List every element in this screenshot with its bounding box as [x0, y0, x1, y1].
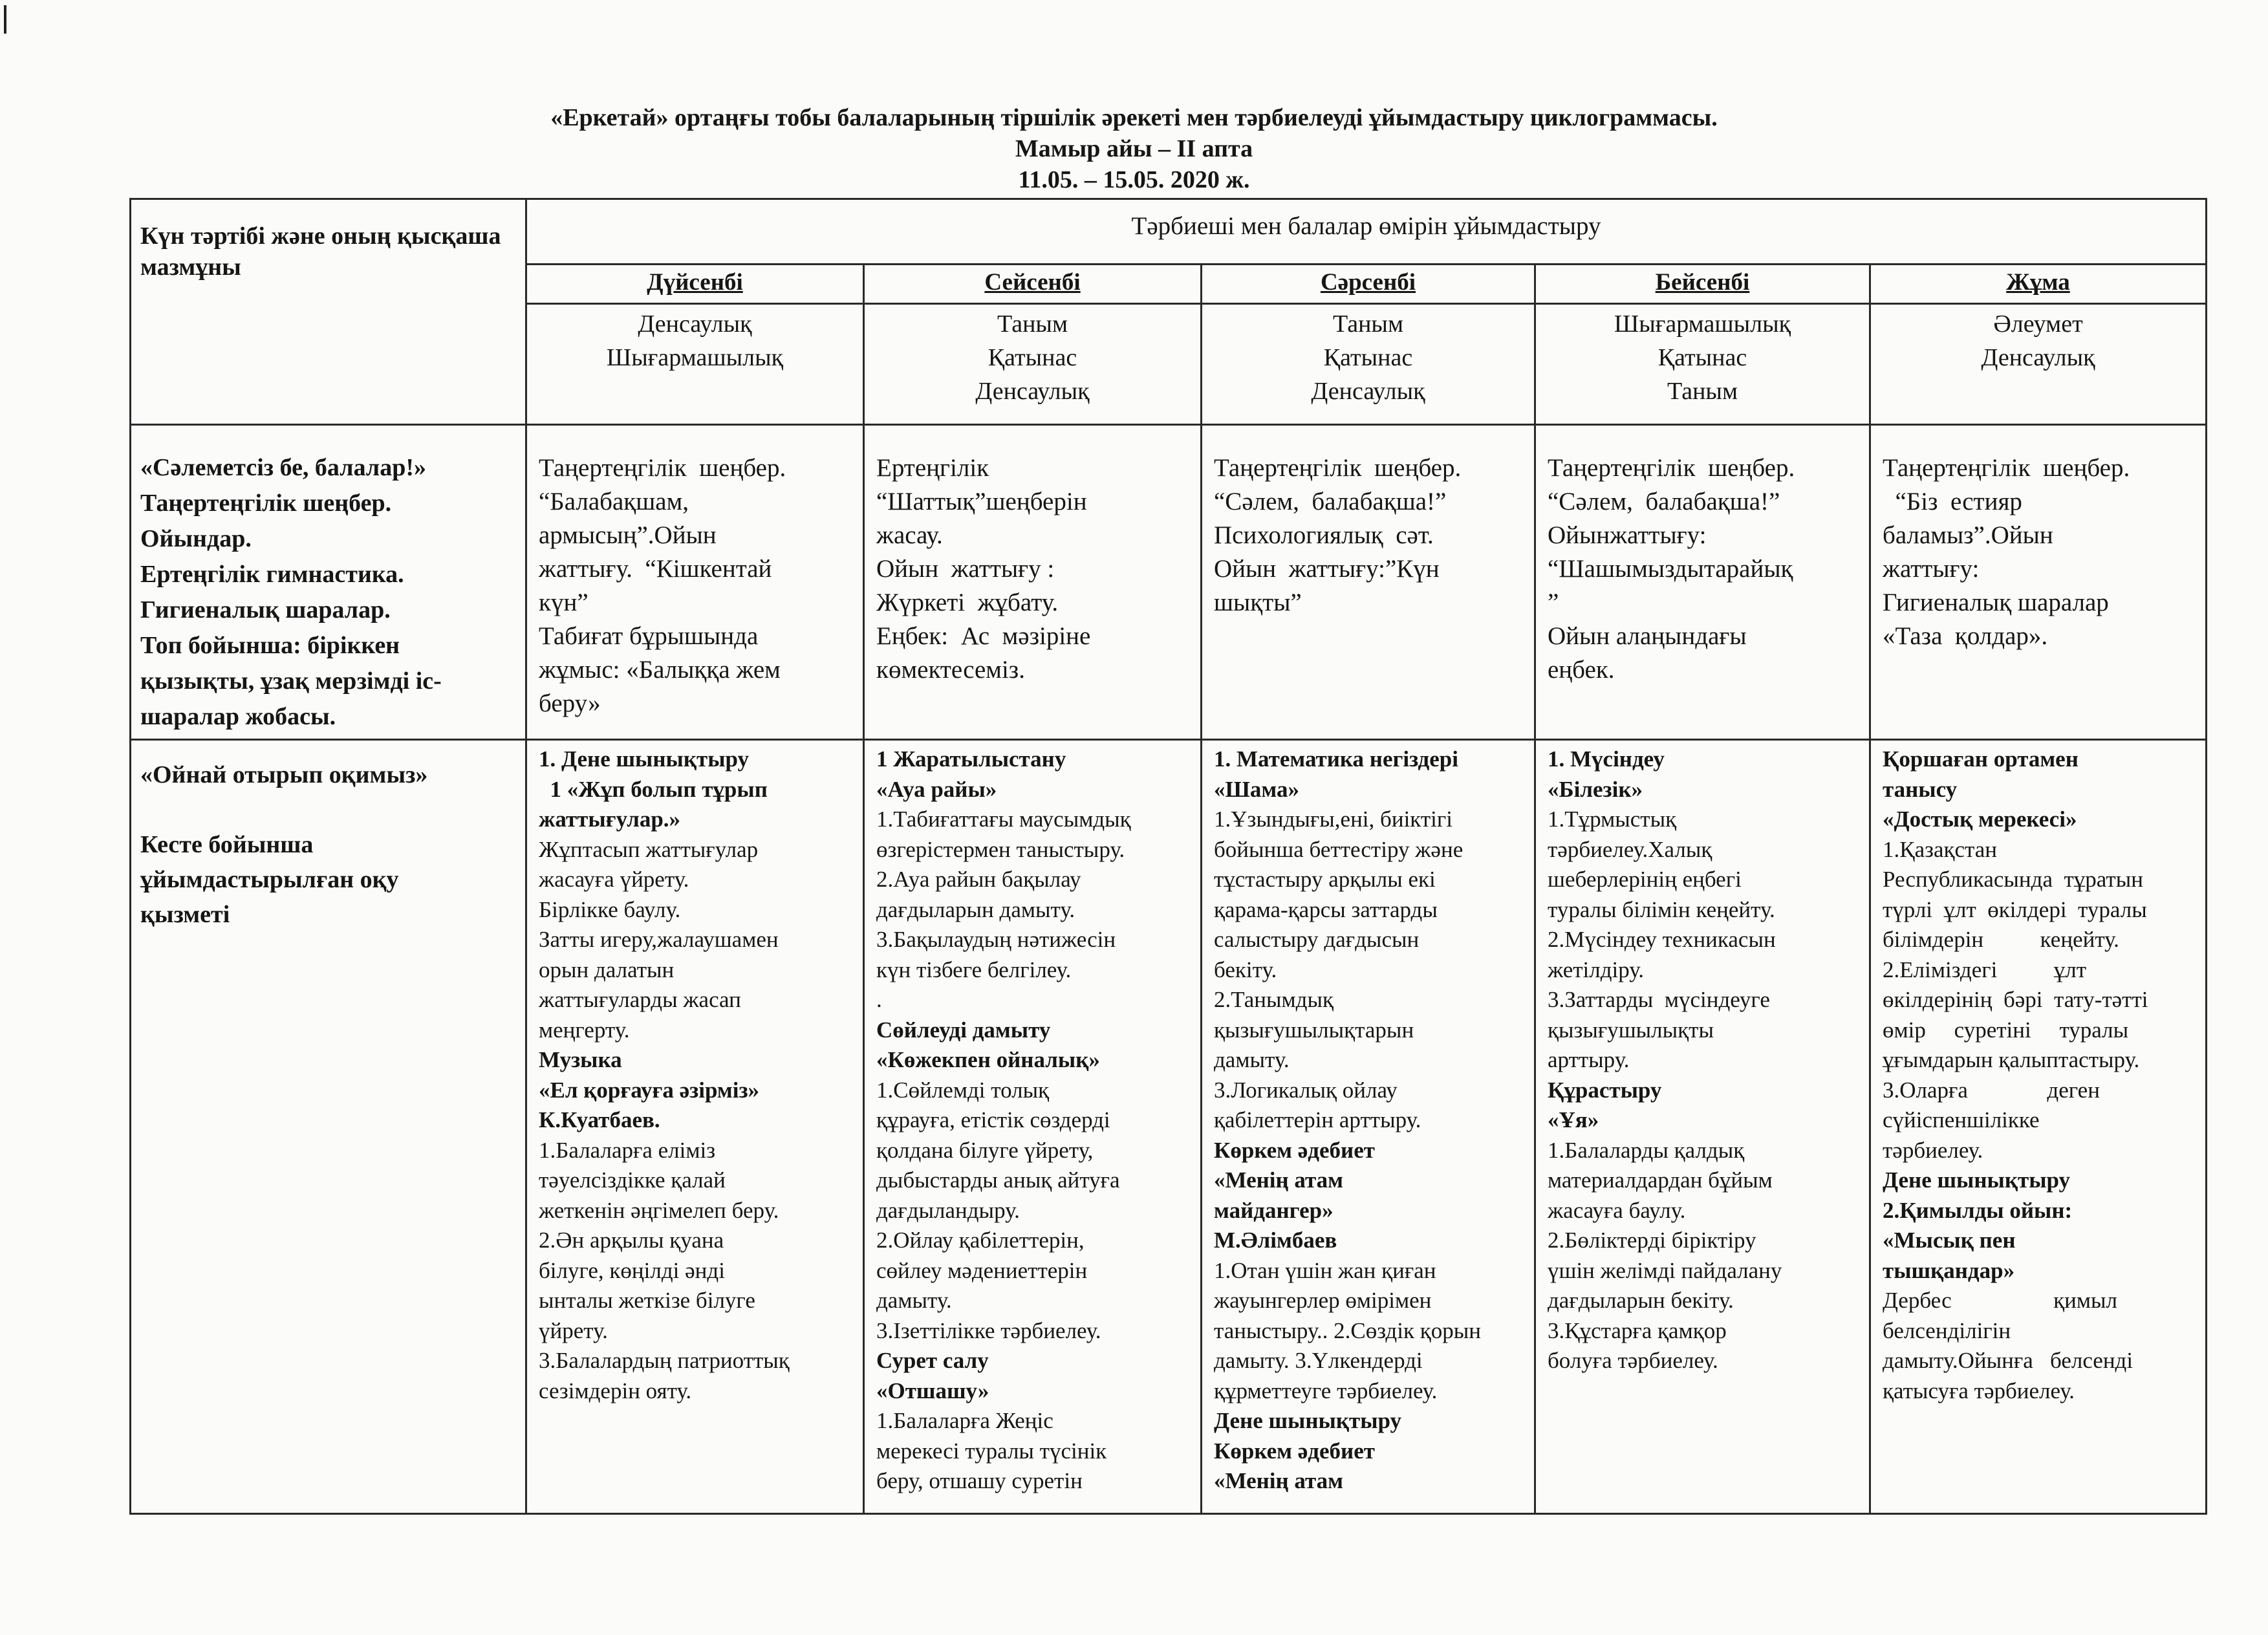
- cell-line: 3.Құстарға қамқор: [1548, 1317, 1727, 1343]
- cell-line: күн”: [539, 589, 589, 616]
- cell-line: өмір суретіні туралы: [1883, 1017, 2129, 1043]
- cell-line: 1. Мүсіндеу: [1548, 746, 1665, 772]
- area-label: Шығармашылық: [1614, 310, 1791, 338]
- cell-line: Жұптасып жаттығулар: [539, 836, 759, 862]
- cell-line: Таңертеңгілік шеңбер.: [1548, 454, 1795, 482]
- cell-line: «Шама»: [1214, 776, 1300, 802]
- title-line-1: «Еркетай» ортаңғы тобы балаларының тіршілік әрекеті мен тәрбиелеуді ұйымдастыру циклограммасы.: [550, 104, 1718, 131]
- cell-line: дағдыларын дамыту.: [876, 896, 1075, 922]
- cell-line: жасауға үйрету.: [539, 867, 689, 892]
- cell-line: «Достық мерекесі»: [1883, 807, 2077, 832]
- cell-line: «Таза қолдар».: [1883, 622, 2048, 650]
- day-header-wednesday: Сәрсенбі: [1202, 265, 1535, 304]
- cell-line: «Менің атам: [1214, 1468, 1343, 1493]
- cell-line: “Сәлем, балабақша!”: [1548, 488, 1780, 515]
- row-head-line: Таңертеңгілік шеңбер.: [140, 490, 392, 517]
- areas-wednesday: [1202, 304, 1535, 425]
- area-label: Денсаулық: [1311, 378, 1425, 405]
- cell-line: туралы білімін кеңейту.: [1548, 896, 1775, 922]
- cell-line: К.Куатбаев.: [539, 1107, 660, 1132]
- cell-line: үшін желімді пайдалану: [1548, 1257, 1782, 1283]
- cell-line: қолдана білуге үйрету,: [876, 1137, 1094, 1163]
- row-head-line: «Ойнай отырып оқимыз»: [140, 761, 428, 788]
- cell-line: дағдыларын бекіту.: [1548, 1288, 1734, 1313]
- cell-line: шеберлерінің еңбегі: [1548, 867, 1742, 892]
- cell-line: жаттығу:: [1883, 555, 1980, 583]
- morning-cell-friday: [1870, 425, 2207, 740]
- cell-line: Ойынжаттығу:: [1548, 521, 1707, 549]
- cell-line: құрметтеуге тәрбиелеу.: [1214, 1378, 1438, 1403]
- cell-line: «Отшашу»: [876, 1378, 989, 1403]
- cell-line: ынталы жеткізе білуге: [539, 1288, 755, 1313]
- cell-line: 1.Ұзындығы,ені, биіктігі: [1214, 807, 1453, 832]
- cell-line: қарама-қарсы заттарды: [1214, 896, 1438, 922]
- cell-line: таныстыру.. 2.Сөздік қорын: [1214, 1317, 1481, 1343]
- row-head-line: қызметі: [140, 901, 230, 928]
- cell-line: Дене шынықтыру: [1883, 1167, 2071, 1193]
- cell-line: 3.Балалардың патриоттық: [539, 1348, 790, 1373]
- day-header-monday: Дүйсенбі: [526, 265, 864, 304]
- row-head-line: Ойындар.: [140, 525, 252, 552]
- cell-line: тұстастыру арқылы екі: [1214, 867, 1436, 892]
- area-label: Шығармашылық: [606, 344, 784, 371]
- cell-line: беру»: [539, 689, 601, 717]
- cell-line: болуға тәрбиелеу.: [1548, 1348, 1718, 1373]
- cell-line: өкілдерінің бәрі тату-тәтті: [1883, 987, 2148, 1012]
- cell-line: салыстыру дағдысын: [1214, 927, 1420, 952]
- cyclogram-table: [129, 198, 2207, 1515]
- row-head-line: Топ бойынша: біріккен: [140, 632, 400, 659]
- cell-line: жеткенін әңгімелеп беру.: [539, 1197, 779, 1223]
- area-label: Таным: [1332, 310, 1404, 338]
- cell-line: Қоршаған ортамен: [1883, 746, 2079, 772]
- cell-line: меңгерту.: [539, 1017, 630, 1043]
- cell-line: қатысуға тәрбиелеу.: [1883, 1378, 2075, 1403]
- cell-line: 1.Балаларды қалдық: [1548, 1137, 1745, 1163]
- cell-line: жұмыс: «Балыққа жем: [539, 656, 781, 684]
- cell-line: ”: [1548, 589, 1559, 616]
- cell-line: 2.Ән арқылы қуана: [539, 1228, 724, 1253]
- cell-line: шықты”: [1214, 589, 1302, 616]
- morning-cell-tuesday: [864, 425, 1202, 740]
- cell-line: орын далатын: [539, 957, 675, 982]
- cell-line: еңбек.: [1548, 656, 1615, 684]
- cell-line: тышқандар»: [1883, 1257, 2015, 1283]
- title-line-2: Мамыр айы – II апта: [1015, 135, 1253, 162]
- cell-line: Ертеңгілік: [876, 454, 989, 482]
- morning-cell-wednesday: [1202, 425, 1535, 740]
- cell-line: білуге, көңілді әнді: [539, 1257, 725, 1283]
- study-row-head: [131, 740, 526, 1514]
- morning-row-head: [131, 425, 526, 740]
- cell-line: 2.Қимылды ойын:: [1883, 1197, 2073, 1223]
- cell-line: .: [876, 987, 882, 1012]
- corner-header: Күн тәртібі және оның қысқаша мазмұны: [131, 199, 526, 425]
- cell-line: «Білезік»: [1548, 776, 1643, 802]
- cell-line: 1 «Жұп болып тұрып: [539, 776, 768, 802]
- row-head-line: қызықты, ұзақ мерзімді іс-: [140, 667, 442, 695]
- area-label: Денсаулық: [638, 310, 752, 338]
- day-header-thursday: Бейсенбі: [1535, 265, 1870, 304]
- area-label: Әлеумет: [1993, 310, 2083, 338]
- cell-line: 1.Балаларға Жеңіс: [876, 1408, 1053, 1433]
- cell-line: құрауға, етістік сөздерді: [876, 1107, 1110, 1132]
- title-line-3: 11.05. – 15.05. 2020 ж.: [1018, 166, 1250, 193]
- row-head-line: Кесте бойынша: [140, 831, 314, 858]
- cell-line: өзгерістермен таныстыру.: [876, 836, 1125, 862]
- cell-line: «Менің атам: [1214, 1167, 1343, 1193]
- cell-line: 1.Отан үшін жан қиған: [1214, 1257, 1436, 1283]
- cell-line: «Ел қорғауға әзірміз»: [539, 1077, 760, 1103]
- cell-line: күн тізбеге белгілеу.: [876, 957, 1072, 982]
- cell-line: Таңертеңгілік шеңбер.: [539, 454, 786, 482]
- cell-line: Көркем әдебиет: [1214, 1137, 1375, 1163]
- cell-line: қызығушылықтарын: [1214, 1017, 1414, 1043]
- study-cell-thursday: [1535, 740, 1870, 1514]
- cell-line: “Шашымыздытарайық: [1548, 555, 1793, 583]
- cell-line: сөйлеу мәдениеттерін: [876, 1257, 1088, 1283]
- area-label: Денсаулық: [1981, 344, 2095, 371]
- areas-monday: [526, 304, 864, 425]
- cell-line: армысың”.Ойын: [539, 521, 717, 549]
- study-cell-wednesday: [1202, 740, 1535, 1514]
- cell-line: беру, отшашу суретін: [876, 1468, 1083, 1493]
- cell-line: Ойын жаттығу:”Күн: [1214, 555, 1440, 583]
- cell-line: 2.Еліміздегі ұлт: [1883, 957, 2087, 982]
- cell-line: жауынгерлер өмірімен: [1214, 1288, 1432, 1313]
- cell-line: тәуелсіздікке қалай: [539, 1167, 726, 1193]
- study-cell-friday: [1870, 740, 2207, 1514]
- cell-line: дағдыландыру.: [876, 1197, 1020, 1223]
- study-cell-tuesday: [864, 740, 1202, 1514]
- cell-line: дамыту. 3.Үлкендерді: [1214, 1348, 1423, 1373]
- day-header-tuesday: Сейсенбі: [864, 265, 1202, 304]
- row-head-line: шаралар жобасы.: [140, 703, 336, 730]
- cell-line: Бірлікке баулу.: [539, 896, 681, 922]
- cell-line: баламыз”.Ойын: [1883, 521, 2053, 549]
- cell-line: жасау.: [876, 521, 943, 549]
- cell-line: Музыка: [539, 1047, 622, 1072]
- cell-line: “Шаттық”шеңберін: [876, 488, 1087, 515]
- cell-line: білімдерін кеңейту.: [1883, 927, 2119, 952]
- cell-line: дамыту.: [1214, 1047, 1290, 1072]
- cell-line: 2.Мүсіндеу техникасын: [1548, 927, 1776, 952]
- cell-line: түрлі ұлт өкілдері туралы: [1883, 896, 2147, 922]
- cell-line: арттыру.: [1548, 1047, 1630, 1072]
- cell-line: мерекесі туралы түсінік: [876, 1438, 1107, 1464]
- cell-line: көмектесеміз.: [876, 656, 1025, 684]
- cell-line: бойынша беттестіру және: [1214, 836, 1463, 862]
- area-label: Таным: [997, 310, 1068, 338]
- cell-line: материалдардан бұйым: [1548, 1167, 1773, 1193]
- morning-cell-monday: [526, 425, 864, 740]
- area-label: Қатынас: [1658, 344, 1747, 371]
- cell-line: Ойын жаттығу :: [876, 555, 1055, 583]
- cell-line: қызығушылықты: [1548, 1017, 1714, 1043]
- cell-line: 1. Математика негіздері: [1214, 746, 1458, 772]
- cell-line: жасауға баулу.: [1548, 1197, 1686, 1223]
- cell-line: «Көжекпен ойналық»: [876, 1047, 1100, 1072]
- cell-line: “Сәлем, балабақша!”: [1214, 488, 1447, 515]
- cell-line: тәрбиелеу.Халық: [1548, 836, 1712, 862]
- cell-line: дамыту.Ойынға белсенді: [1883, 1348, 2133, 1373]
- cell-line: 2.Ауа райын бақылау: [876, 867, 1081, 892]
- cell-line: 1.Табиғаттағы маусымдық: [876, 807, 1131, 832]
- cell-line: 1. Дене шынықтыру: [539, 746, 750, 772]
- areas-thursday: [1535, 304, 1870, 425]
- top-header: Тәрбиеші мен балалар өмірін ұйымдастыру: [526, 199, 2207, 265]
- cell-line: ұғымдарын қалыптастыру.: [1883, 1047, 2140, 1072]
- day-header-friday: Жұма: [1870, 265, 2207, 304]
- cell-line: 1.Тұрмыстық: [1548, 807, 1677, 832]
- cell-line: 3.Заттарды мүсіндеуге: [1548, 987, 1770, 1012]
- cell-line: Таңертеңгілік шеңбер.: [1883, 454, 2130, 482]
- cell-line: 1.Қазақстан: [1883, 836, 1998, 862]
- cell-line: Табиғат бұрышында: [539, 622, 759, 650]
- cell-line: Таңертеңгілік шеңбер.: [1214, 454, 1462, 482]
- cell-line: жаттығулар.»: [539, 807, 681, 832]
- cell-line: белсенділігін: [1883, 1317, 2011, 1343]
- area-label: Денсаулық: [975, 378, 1090, 405]
- cell-line: жаттығуларды жасап: [539, 987, 741, 1012]
- scan-edge-mark: [4, 5, 6, 34]
- cell-line: танысу: [1883, 776, 1958, 802]
- study-cell-monday: [526, 740, 864, 1514]
- area-label: Таным: [1667, 378, 1738, 405]
- areas-tuesday: [864, 304, 1202, 425]
- cell-line: 3.Бақылаудың нәтижесін: [876, 927, 1116, 952]
- cell-line: дамыту.: [876, 1288, 952, 1313]
- cell-line: үйрету.: [539, 1317, 608, 1343]
- cell-line: майдангер»: [1214, 1197, 1334, 1223]
- row-head-line: Гигиеналық шаралар.: [140, 596, 391, 623]
- cell-line: Құрастыру: [1548, 1077, 1662, 1103]
- cell-line: сүйіспеншілікке: [1883, 1107, 2040, 1132]
- cell-line: 3.Ізеттілікке тәрбиелеу.: [876, 1317, 1101, 1343]
- cell-line: жетілдіру.: [1548, 957, 1645, 982]
- cell-line: «Мысық пен: [1883, 1228, 2016, 1253]
- cell-line: Гигиеналық шаралар: [1883, 589, 2109, 616]
- cell-line: 2.Бөліктерді біріктіру: [1548, 1228, 1756, 1253]
- cell-line: 2.Ойлау қабілеттерін,: [876, 1228, 1085, 1253]
- cell-line: жаттығу. “Кішкентай: [539, 555, 772, 583]
- cell-line: 3.Логикалық ойлау: [1214, 1077, 1398, 1103]
- cell-line: Дербес қимыл: [1883, 1288, 2117, 1313]
- cell-line: Сурет салу: [876, 1348, 989, 1373]
- cell-line: 1 Жаратылыстану: [876, 746, 1066, 772]
- cell-line: Затты игеру,жалаушамен: [539, 927, 779, 952]
- areas-friday: [1870, 304, 2207, 425]
- cell-line: Сөйлеуді дамыту: [876, 1017, 1051, 1043]
- cell-line: М.Әлімбаев: [1214, 1228, 1337, 1253]
- cell-line: Жүркеті жұбату.: [876, 589, 1059, 616]
- cell-line: Психологиялық сәт.: [1214, 521, 1434, 549]
- row-head-line: «Сәлеметсіз бе, балалар!»: [140, 454, 427, 481]
- cell-line: бекіту.: [1214, 957, 1277, 982]
- cell-line: Дене шынықтыру: [1214, 1408, 1402, 1433]
- area-label: Қатынас: [988, 344, 1077, 371]
- cell-line: 1.Балаларға еліміз: [539, 1137, 716, 1163]
- morning-cell-thursday: [1535, 425, 1870, 740]
- area-label: Қатынас: [1323, 344, 1413, 371]
- cell-line: “Біз естияр: [1883, 488, 2022, 515]
- cell-line: 3.Оларға деген: [1883, 1077, 2100, 1103]
- cell-line: 2.Танымдық: [1214, 987, 1334, 1012]
- cell-line: сезімдерін ояту.: [539, 1378, 692, 1403]
- cell-line: “Балабақшам,: [539, 488, 689, 515]
- cell-line: Республикасында тұратын: [1883, 867, 2143, 892]
- cell-line: Еңбек: Ас мәзіріне: [876, 622, 1091, 650]
- row-head-line: Ертеңгілік гимнастика.: [140, 561, 404, 588]
- document-title: [0, 102, 2268, 195]
- row-head-line: ұйымдастырылған оқу: [140, 866, 399, 893]
- cell-line: Көркем әдебиет: [1214, 1438, 1375, 1464]
- cell-line: Ойын алаңындағы: [1548, 622, 1747, 650]
- cell-line: тәрбиелеу.: [1883, 1137, 1983, 1163]
- row-head-line: [140, 792, 513, 827]
- cell-line: 1.Сөйлемді толық: [876, 1077, 1050, 1103]
- cell-line: дыбыстарды анық айтуға: [876, 1167, 1120, 1193]
- cell-line: «Ұя»: [1548, 1107, 1599, 1132]
- cell-line: «Ауа райы»: [876, 776, 997, 802]
- cell-line: қабілеттерін арттыру.: [1214, 1107, 1421, 1132]
